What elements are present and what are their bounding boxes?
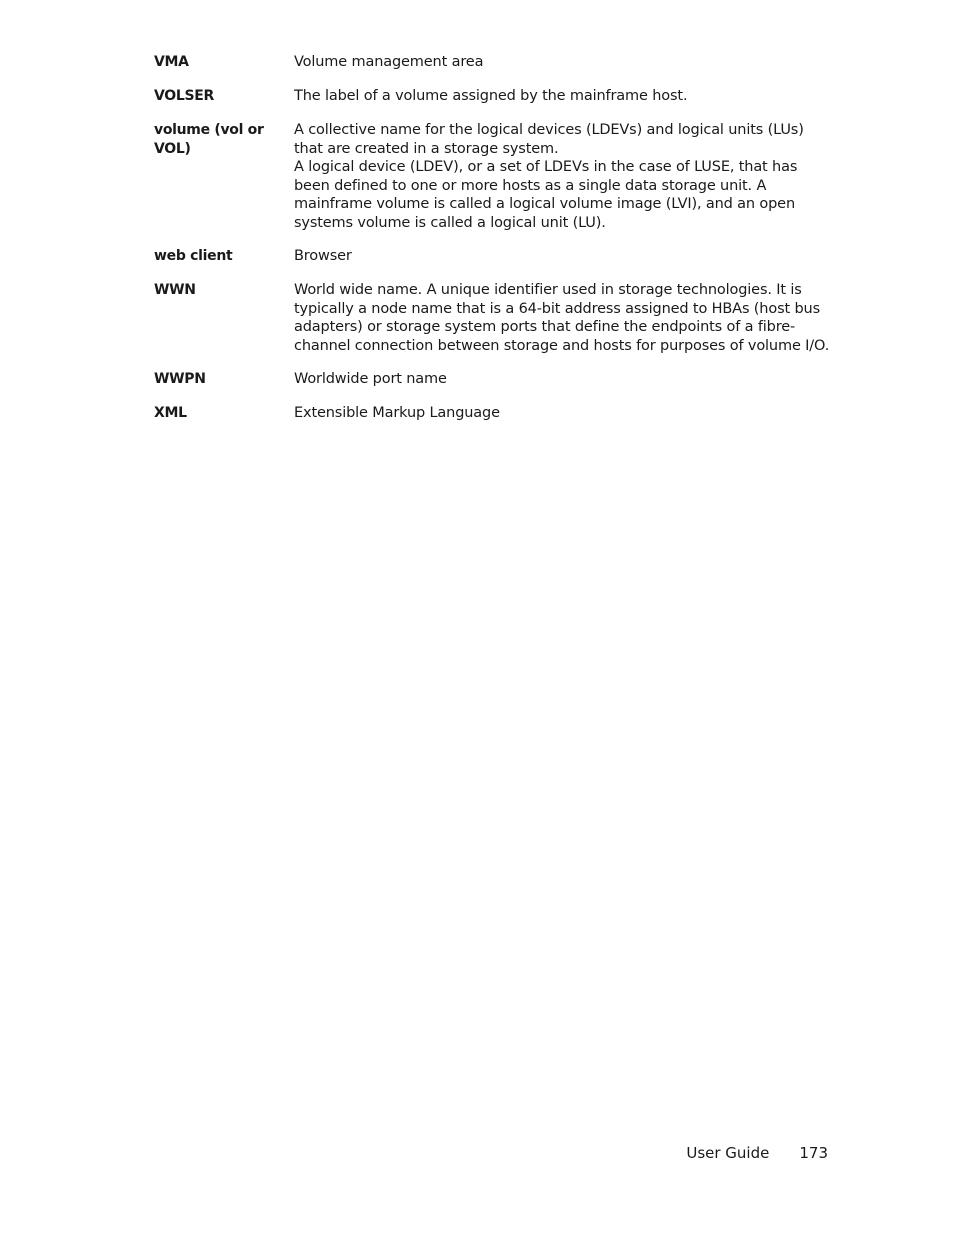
glossary-term: WWN — [154, 282, 196, 298]
glossary-entry-volser — [154, 87, 834, 106]
definition-paragraph: A collective name for the logical devices (LDEVs) and logical units (LUs) that are created in a storage system. — [294, 122, 804, 157]
page-footer — [686, 1143, 828, 1163]
glossary-definition — [294, 370, 834, 389]
glossary-entry-wwpn — [154, 370, 834, 389]
glossary-term: web client — [154, 248, 233, 264]
definition-paragraph: The label of a volume assigned by the mainframe host. — [294, 88, 688, 104]
glossary-entry-xml — [154, 404, 834, 423]
glossary-definition — [294, 87, 834, 106]
definition-paragraph: Volume management area — [294, 54, 484, 70]
definition-paragraph: World wide name. A unique identifier used in storage technologies. It is typically a node name that is a 64-bit address assigned to HBAs (host bus adapters) or storage system ports that define the endpoints of a fibre-channel connection between storage and hosts for purposes of volume I/O. — [294, 282, 830, 354]
footer-label: User Guide — [686, 1144, 770, 1162]
glossary-definition — [294, 404, 834, 423]
definition-paragraph: Browser — [294, 248, 352, 264]
glossary-definition — [294, 281, 834, 355]
glossary-entry-wwn — [154, 281, 834, 355]
definition-paragraph: Worldwide port name — [294, 371, 447, 387]
glossary-entry-volume — [154, 121, 834, 232]
glossary-definition — [294, 121, 834, 232]
glossary-term: VOLSER — [154, 88, 215, 104]
glossary-list — [154, 53, 834, 438]
glossary-definition — [294, 247, 834, 266]
definition-paragraph: Extensible Markup Language — [294, 405, 500, 421]
glossary-entry-vma — [154, 53, 834, 72]
glossary-definition — [294, 53, 834, 72]
definition-paragraph: A logical device (LDEV), or a set of LDEVs in the case of LUSE, that has been defined to one or more hosts as a single data storage unit. A mainframe volume is called a logical volume image (LVI), and an open systems volume is called a logical unit (LU). — [294, 159, 798, 231]
glossary-term: volume (vol or VOL) — [154, 122, 264, 157]
glossary-term: VMA — [154, 54, 189, 70]
page-number: 173 — [799, 1144, 828, 1162]
glossary-term: XML — [154, 405, 187, 421]
glossary-term: WWPN — [154, 371, 206, 387]
glossary-entry-web-client — [154, 247, 834, 266]
